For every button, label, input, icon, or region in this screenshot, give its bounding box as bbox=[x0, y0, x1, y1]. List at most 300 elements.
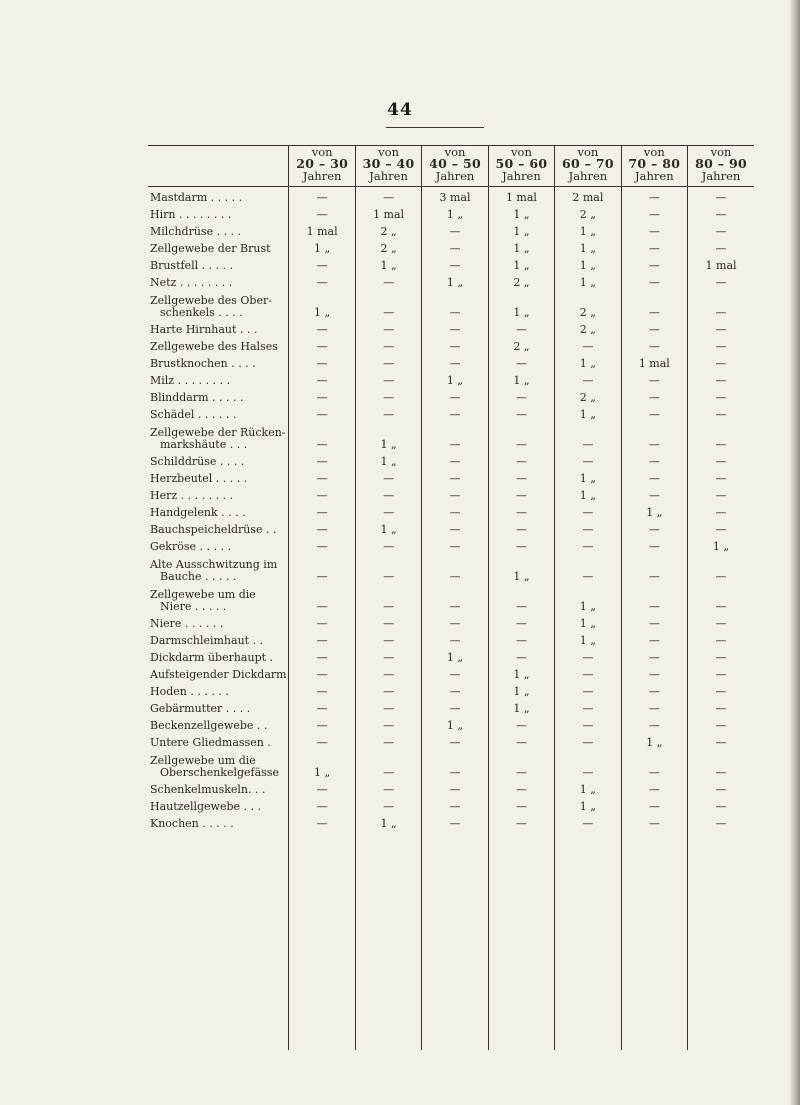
table-row bbox=[148, 664, 754, 681]
table-row bbox=[148, 813, 754, 830]
table-cell: — bbox=[289, 698, 355, 715]
table-cell: — bbox=[688, 813, 754, 830]
table-cell: — bbox=[422, 749, 488, 779]
row-label-text: Zellgewebe um die bbox=[150, 588, 256, 601]
table-cell: — bbox=[488, 485, 554, 502]
row-label-text: Gebärmutter . . . . bbox=[150, 702, 251, 715]
row-label-text: Darmschleimhaut . . bbox=[150, 634, 264, 647]
table-cell: — bbox=[621, 749, 687, 779]
row-label bbox=[148, 272, 289, 289]
table-cell: — bbox=[688, 370, 754, 387]
table-cell: 1 „ bbox=[422, 715, 488, 732]
table-cell: 2 „ bbox=[555, 204, 621, 221]
row-label bbox=[148, 715, 289, 732]
table-cell: — bbox=[688, 421, 754, 451]
table-cell: — bbox=[422, 336, 488, 353]
table-cell: — bbox=[688, 583, 754, 613]
table-cell: — bbox=[555, 732, 621, 749]
table-cell: — bbox=[688, 353, 754, 370]
table-cell: — bbox=[289, 485, 355, 502]
table-cell: — bbox=[355, 681, 421, 698]
table-cell: — bbox=[688, 272, 754, 289]
row-label-text: Gekröse . . . . . bbox=[150, 540, 231, 553]
table-cell: 3 mal bbox=[422, 187, 488, 205]
table-row bbox=[148, 451, 754, 468]
table-cell: — bbox=[355, 272, 421, 289]
row-label bbox=[148, 664, 289, 681]
table-cell: — bbox=[555, 553, 621, 583]
column-header-unit: Jahren bbox=[635, 169, 674, 183]
row-label bbox=[148, 289, 289, 319]
column-header-range: 80 – 90 bbox=[695, 156, 747, 171]
table-cell: 1 „ bbox=[488, 204, 554, 221]
table-cell: 1 „ bbox=[422, 647, 488, 664]
table-cell: — bbox=[422, 553, 488, 583]
table-cell: — bbox=[422, 698, 488, 715]
table-cell: — bbox=[355, 613, 421, 630]
row-label bbox=[148, 698, 289, 715]
table-cell: — bbox=[488, 319, 554, 336]
table-cell: — bbox=[688, 613, 754, 630]
table-row bbox=[148, 370, 754, 387]
row-label-text: Niere . . . . . . bbox=[150, 617, 224, 630]
table-body bbox=[148, 187, 754, 1051]
table-cell: — bbox=[555, 749, 621, 779]
row-label bbox=[148, 336, 289, 353]
table-cell: 1 mal bbox=[289, 221, 355, 238]
column-header bbox=[422, 146, 488, 187]
row-label-text: Zellgewebe um die bbox=[150, 754, 256, 767]
table-cell: — bbox=[555, 647, 621, 664]
table-cell: — bbox=[422, 813, 488, 830]
column-header-unit: Jahren bbox=[701, 169, 741, 183]
table-header-row bbox=[148, 146, 754, 187]
row-label-text: Alte Ausschwitzung im bbox=[150, 558, 278, 571]
row-label-text: Aufsteigender Dickdarm bbox=[150, 668, 287, 681]
table-row bbox=[148, 387, 754, 404]
column-header bbox=[621, 146, 687, 187]
row-label bbox=[148, 519, 289, 536]
table-cell: — bbox=[289, 204, 355, 221]
table-cell: 1 „ bbox=[555, 255, 621, 272]
table-cell: 1 „ bbox=[555, 353, 621, 370]
column-header bbox=[555, 146, 621, 187]
table-cell: — bbox=[289, 451, 355, 468]
row-label-text: Blinddarm . . . . . bbox=[150, 391, 244, 404]
table-row bbox=[148, 221, 754, 238]
table-row bbox=[148, 647, 754, 664]
table-cell: — bbox=[355, 583, 421, 613]
table-cell: — bbox=[355, 664, 421, 681]
table-row bbox=[148, 796, 754, 813]
table-cell: — bbox=[555, 502, 621, 519]
table-cell: — bbox=[555, 536, 621, 553]
table-row bbox=[148, 536, 754, 553]
age-distribution-table-wrapper bbox=[148, 145, 754, 905]
table-cell: — bbox=[621, 221, 687, 238]
row-label-text: Untere Gliedmassen . bbox=[150, 736, 271, 749]
table-cell: — bbox=[621, 583, 687, 613]
table-row bbox=[148, 749, 754, 779]
table-cell: 1 „ bbox=[555, 796, 621, 813]
row-label bbox=[148, 221, 289, 238]
row-label bbox=[148, 255, 289, 272]
table-cell: — bbox=[355, 404, 421, 421]
table-cell: — bbox=[688, 319, 754, 336]
table-cell: — bbox=[355, 553, 421, 583]
column-header bbox=[355, 146, 421, 187]
table-cell: — bbox=[289, 813, 355, 830]
table-row bbox=[148, 336, 754, 353]
table-cell: — bbox=[621, 813, 687, 830]
row-label bbox=[148, 421, 289, 451]
column-header-unit: Jahren bbox=[369, 169, 408, 183]
table-row bbox=[148, 583, 754, 613]
table-cell: 2 „ bbox=[555, 319, 621, 336]
table-cell: — bbox=[621, 255, 687, 272]
table-cell: — bbox=[289, 319, 355, 336]
column-header bbox=[289, 146, 355, 187]
row-label bbox=[148, 536, 289, 553]
row-label-text: Bauchspeicheldrüse . . bbox=[150, 523, 277, 536]
table-cell: — bbox=[688, 698, 754, 715]
row-label bbox=[148, 813, 289, 830]
table-cell: — bbox=[289, 370, 355, 387]
table-cell: — bbox=[621, 370, 687, 387]
table-cell: — bbox=[422, 289, 488, 319]
table-cell: 2 „ bbox=[488, 336, 554, 353]
table-cell: — bbox=[555, 370, 621, 387]
table-cell: — bbox=[422, 630, 488, 647]
table-row bbox=[148, 404, 754, 421]
row-label bbox=[148, 319, 289, 336]
column-header-range: 50 – 60 bbox=[495, 156, 548, 171]
table-cell: — bbox=[688, 204, 754, 221]
table-cell: — bbox=[621, 536, 687, 553]
row-label-text: Netz . . . . . . . . bbox=[150, 276, 233, 289]
table-cell: — bbox=[621, 613, 687, 630]
row-label bbox=[148, 204, 289, 221]
table-row bbox=[148, 732, 754, 749]
table-cell: 1 mal bbox=[488, 187, 554, 205]
table-cell: — bbox=[289, 536, 355, 553]
table-cell: — bbox=[355, 187, 421, 205]
table-cell: 1 „ bbox=[555, 221, 621, 238]
row-label-text: Milz . . . . . . . . bbox=[150, 374, 231, 387]
table-cell: — bbox=[289, 732, 355, 749]
table-cell: — bbox=[422, 353, 488, 370]
row-label bbox=[148, 370, 289, 387]
table-cell: — bbox=[289, 421, 355, 451]
table-cell: — bbox=[355, 289, 421, 319]
table-cell: — bbox=[621, 664, 687, 681]
column-header-range: 20 – 30 bbox=[296, 156, 349, 171]
table-cell: — bbox=[422, 779, 488, 796]
table-cell: — bbox=[422, 732, 488, 749]
table-cell: — bbox=[289, 519, 355, 536]
table-cell: — bbox=[289, 715, 355, 732]
column-header bbox=[688, 146, 754, 187]
filler-cell bbox=[148, 830, 289, 1050]
row-label bbox=[148, 630, 289, 647]
table-cell: — bbox=[621, 519, 687, 536]
table-cell: — bbox=[422, 502, 488, 519]
table-cell: — bbox=[422, 681, 488, 698]
table-cell: — bbox=[621, 715, 687, 732]
table-cell: — bbox=[488, 613, 554, 630]
table-cell: — bbox=[688, 664, 754, 681]
column-header-unit: Jahren bbox=[502, 169, 541, 183]
table-cell: — bbox=[488, 536, 554, 553]
table-cell: — bbox=[422, 387, 488, 404]
table-cell: — bbox=[688, 387, 754, 404]
row-label-continuation: markshäute . . . bbox=[160, 438, 248, 451]
table-cell: — bbox=[355, 749, 421, 779]
row-label-text: Schädel . . . . . . bbox=[150, 408, 237, 421]
table-cell: — bbox=[488, 647, 554, 664]
table-cell: — bbox=[355, 732, 421, 749]
table-cell: — bbox=[488, 451, 554, 468]
table-cell: — bbox=[621, 468, 687, 485]
table-row bbox=[148, 698, 754, 715]
row-label-text: Milchdrüse . . . . bbox=[150, 225, 242, 238]
table-row bbox=[148, 187, 754, 205]
row-label-text: Brustknochen . . . . bbox=[150, 357, 256, 370]
table-cell: — bbox=[355, 502, 421, 519]
table-cell: 1 „ bbox=[488, 221, 554, 238]
table-cell: — bbox=[688, 404, 754, 421]
column-header-von: von bbox=[643, 145, 665, 159]
row-label-text: Zellgewebe des Ober- bbox=[150, 294, 272, 307]
table-cell: 1 „ bbox=[289, 289, 355, 319]
table-cell: — bbox=[422, 421, 488, 451]
table-row bbox=[148, 502, 754, 519]
table-cell: — bbox=[555, 421, 621, 451]
table-cell: 1 „ bbox=[289, 749, 355, 779]
row-label-continuation: Oberschenkelgefässe bbox=[160, 766, 279, 779]
row-label bbox=[148, 681, 289, 698]
column-header-unit: Jahren bbox=[435, 169, 475, 183]
table-cell: 1 „ bbox=[488, 255, 554, 272]
row-label-continuation: Niere . . . . . bbox=[160, 600, 227, 613]
column-header-unit: Jahren bbox=[568, 169, 608, 183]
table-cell: — bbox=[289, 664, 355, 681]
row-label bbox=[148, 583, 289, 613]
row-label bbox=[148, 468, 289, 485]
column-header-range: 70 – 80 bbox=[628, 156, 681, 171]
table-cell: — bbox=[621, 289, 687, 319]
table-cell: 1 „ bbox=[555, 779, 621, 796]
table-cell: — bbox=[688, 749, 754, 779]
table-cell: — bbox=[422, 404, 488, 421]
table-row bbox=[148, 289, 754, 319]
table-cell: 1 „ bbox=[289, 238, 355, 255]
table-cell: — bbox=[555, 715, 621, 732]
table-cell: 1 „ bbox=[555, 630, 621, 647]
row-label-text: Handgelenk . . . . bbox=[150, 506, 246, 519]
table-cell: — bbox=[355, 698, 421, 715]
table-cell: 1 „ bbox=[488, 681, 554, 698]
table-row bbox=[148, 485, 754, 502]
column-header-von: von bbox=[577, 145, 599, 159]
table-cell: — bbox=[289, 502, 355, 519]
table-cell: — bbox=[488, 421, 554, 451]
table-cell: — bbox=[355, 779, 421, 796]
row-label-text: Knochen . . . . . bbox=[150, 817, 234, 830]
table-cell: — bbox=[555, 336, 621, 353]
table-cell: — bbox=[688, 221, 754, 238]
table-cell: — bbox=[355, 796, 421, 813]
table-cell: — bbox=[422, 613, 488, 630]
table-cell: — bbox=[488, 519, 554, 536]
row-label bbox=[148, 187, 289, 205]
column-header-von: von bbox=[511, 145, 532, 159]
table-cell: 1 „ bbox=[555, 238, 621, 255]
table-row bbox=[148, 553, 754, 583]
table-cell: — bbox=[688, 732, 754, 749]
table-cell: — bbox=[621, 272, 687, 289]
row-label-text: Harte Hirnhaut . . . bbox=[150, 323, 258, 336]
row-label bbox=[148, 732, 289, 749]
table-cell: 1 „ bbox=[355, 813, 421, 830]
row-label-continuation: Bauche . . . . . bbox=[160, 570, 237, 583]
row-label bbox=[148, 553, 289, 583]
table-cell: — bbox=[289, 779, 355, 796]
table-cell: — bbox=[555, 813, 621, 830]
table-cell: 1 „ bbox=[555, 583, 621, 613]
row-label-text: Brustfell . . . . . bbox=[150, 259, 234, 272]
table-cell: — bbox=[688, 485, 754, 502]
table-cell: — bbox=[355, 630, 421, 647]
table-cell: — bbox=[621, 336, 687, 353]
row-label bbox=[148, 647, 289, 664]
table-cell: 1 „ bbox=[355, 255, 421, 272]
table-cell: — bbox=[355, 715, 421, 732]
table-cell: — bbox=[688, 289, 754, 319]
table-cell: — bbox=[621, 187, 687, 205]
table-cell: — bbox=[621, 698, 687, 715]
table-row bbox=[148, 238, 754, 255]
filler-cell bbox=[289, 830, 355, 1050]
table-cell: — bbox=[289, 613, 355, 630]
table-cell: — bbox=[488, 630, 554, 647]
table-cell: — bbox=[422, 796, 488, 813]
table-cell: — bbox=[488, 732, 554, 749]
table-cell: — bbox=[688, 647, 754, 664]
table-cell: 2 „ bbox=[355, 221, 421, 238]
column-header bbox=[488, 146, 554, 187]
table-cell: — bbox=[422, 536, 488, 553]
table-filler-row bbox=[148, 830, 754, 1050]
table-row bbox=[148, 779, 754, 796]
table-cell: 1 „ bbox=[355, 421, 421, 451]
table-cell: — bbox=[488, 387, 554, 404]
table-cell: — bbox=[621, 779, 687, 796]
table-cell: — bbox=[688, 715, 754, 732]
table-cell: — bbox=[355, 353, 421, 370]
table-cell: — bbox=[422, 451, 488, 468]
table-cell: — bbox=[621, 387, 687, 404]
table-cell: — bbox=[289, 272, 355, 289]
table-cell: 1 „ bbox=[488, 698, 554, 715]
table-cell: — bbox=[688, 238, 754, 255]
filler-cell bbox=[488, 830, 554, 1050]
table-cell: — bbox=[355, 485, 421, 502]
row-label-text: Hirn . . . . . . . . bbox=[150, 208, 232, 221]
table-cell: — bbox=[488, 715, 554, 732]
table-cell: 2 „ bbox=[355, 238, 421, 255]
table-cell: — bbox=[621, 451, 687, 468]
table-cell: — bbox=[688, 681, 754, 698]
table-cell: — bbox=[688, 796, 754, 813]
table-cell: — bbox=[355, 536, 421, 553]
table-row bbox=[148, 519, 754, 536]
table-cell: — bbox=[422, 238, 488, 255]
table-row bbox=[148, 319, 754, 336]
table-cell: — bbox=[289, 583, 355, 613]
table-cell: 1 „ bbox=[488, 664, 554, 681]
row-label-text: Beckenzellgewebe . . bbox=[150, 719, 268, 732]
row-label-text: Zellgewebe der Rücken- bbox=[150, 426, 286, 439]
table-row bbox=[148, 681, 754, 698]
table-cell: — bbox=[488, 749, 554, 779]
table-cell: — bbox=[555, 519, 621, 536]
filler-cell bbox=[422, 830, 488, 1050]
table-cell: — bbox=[688, 468, 754, 485]
table-cell: — bbox=[688, 553, 754, 583]
table-cell: 1 „ bbox=[488, 289, 554, 319]
filler-cell bbox=[355, 830, 421, 1050]
table-cell: — bbox=[555, 664, 621, 681]
table-cell: — bbox=[621, 796, 687, 813]
row-label-text: Hoden . . . . . . bbox=[150, 685, 229, 698]
table-row bbox=[148, 272, 754, 289]
table-cell: 1 „ bbox=[555, 613, 621, 630]
table-cell: — bbox=[289, 255, 355, 272]
table-cell: — bbox=[555, 451, 621, 468]
table-cell: 2 „ bbox=[555, 289, 621, 319]
column-header-range: 40 – 50 bbox=[429, 156, 481, 171]
table-cell: — bbox=[289, 553, 355, 583]
table-cell: — bbox=[422, 485, 488, 502]
table-cell: — bbox=[422, 583, 488, 613]
filler-cell bbox=[555, 830, 621, 1050]
table-cell: — bbox=[621, 630, 687, 647]
table-row bbox=[148, 630, 754, 647]
page-number-rule bbox=[386, 127, 484, 128]
table-cell: 1 mal bbox=[688, 255, 754, 272]
table-cell: 1 „ bbox=[555, 485, 621, 502]
table-cell: — bbox=[488, 468, 554, 485]
table-cell: 1 „ bbox=[621, 502, 687, 519]
row-label bbox=[148, 613, 289, 630]
table-cell: — bbox=[289, 387, 355, 404]
table-cell: — bbox=[422, 319, 488, 336]
table-cell: 1 „ bbox=[488, 553, 554, 583]
page-number: 44 bbox=[387, 100, 413, 120]
table-cell: — bbox=[289, 468, 355, 485]
row-label bbox=[148, 451, 289, 468]
table-cell: — bbox=[289, 647, 355, 664]
row-label-text: Zellgewebe des Halses bbox=[150, 340, 278, 353]
table-cell: 1 „ bbox=[422, 272, 488, 289]
row-label-text: Schilddrüse . . . . bbox=[150, 455, 245, 468]
table-row bbox=[148, 204, 754, 221]
row-label bbox=[148, 353, 289, 370]
table-cell: 1 „ bbox=[555, 468, 621, 485]
column-header-range: 30 – 40 bbox=[362, 156, 415, 171]
table-cell: 1 „ bbox=[355, 519, 421, 536]
